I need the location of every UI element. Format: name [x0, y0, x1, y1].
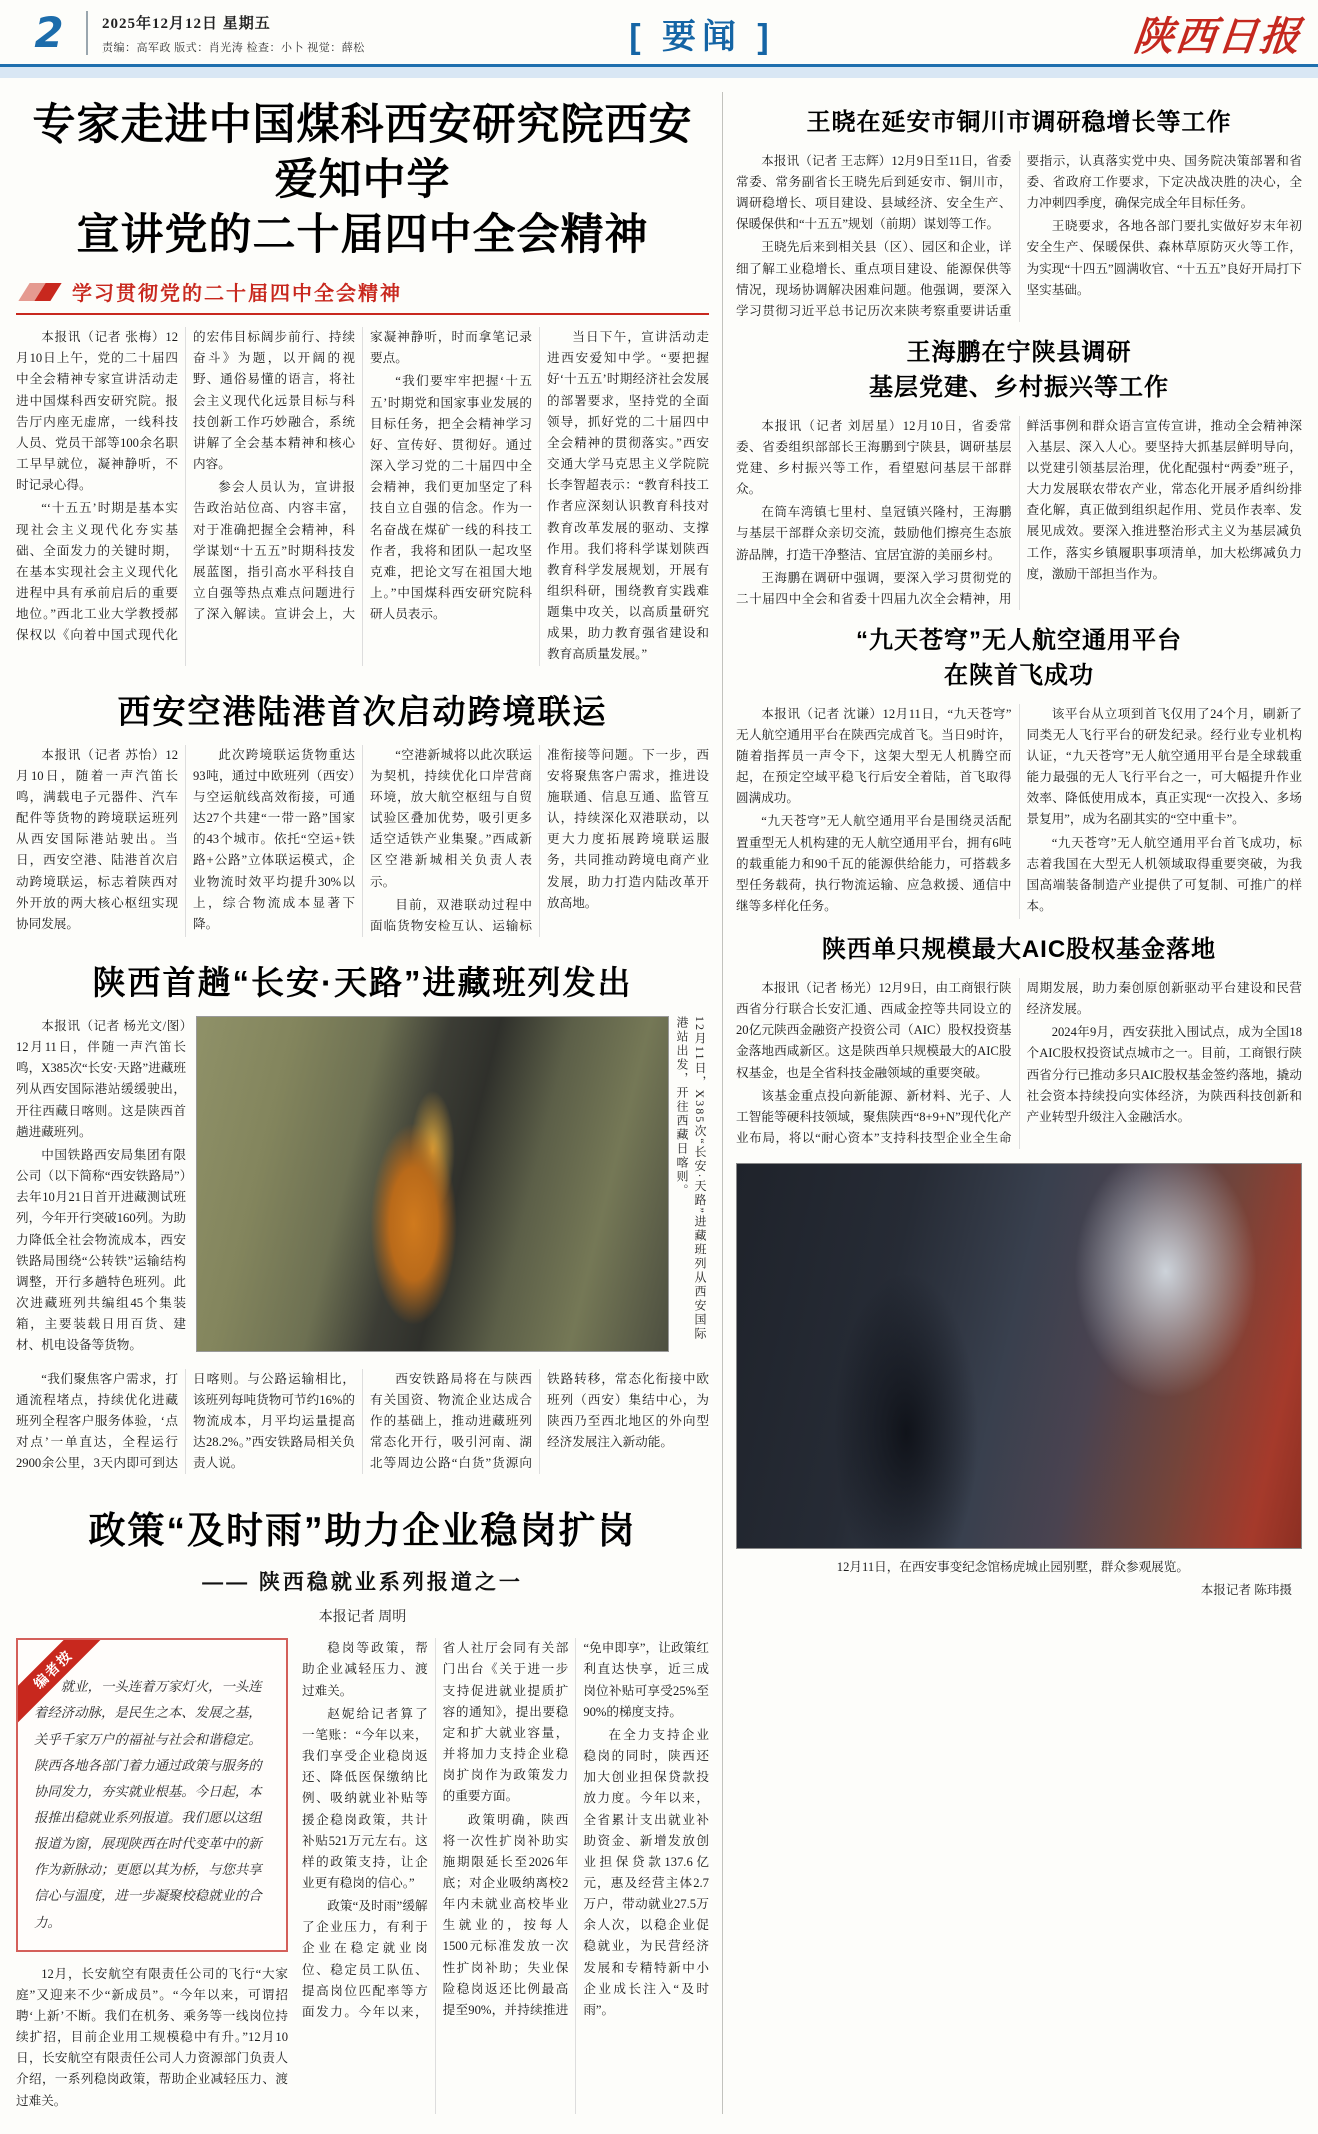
paragraph: 2024年9月，西安获批入围试点，成为全国18个AIC股权投资试点城市之一。目前，工商银行陕西省分行已推动多只AIC股权基金签约落地，撬动社会资本持续投向实体经济，为陕西科技创新和产业转型升级注入金融活水。 — [1026, 1025, 1302, 1124]
paragraph: 参会人员认为，宣讲报告政治站位高、内容丰富，对于准确把握全会精神，科学谋划“十五五”时期科技发展蓝图，指引高水平科技自立自强等热点难点问题进行了深入解读。宣讲会上，大家凝神静听，时而拿笔记录要点。 — [193, 330, 532, 622]
kicker-label: 学习贯彻党的二十届四中全会精神 — [72, 283, 402, 306]
ribbon-corner — [18, 1640, 104, 1726]
kicker-banner — [16, 277, 709, 315]
main-article-body — [16, 327, 709, 666]
page-header — [0, 0, 1318, 64]
wanghaipeng-headline-line1: 王海鹏在宁陕县调研 — [906, 339, 1132, 367]
paragraph: 稳岗等政策，帮助企业减轻压力、渡过难关。 — [302, 1641, 428, 1698]
article-jiutian — [736, 624, 1302, 919]
tianlu-body — [16, 1369, 709, 1475]
header-band — [0, 67, 1318, 78]
paragraph: 政策“及时雨”缓解了企业压力，有利于企业在稳定就业岗位、稳定员工队伍、提高岗位匹配率等方面发力。今年以来，省人社厅会同有关部门出台《关于进一步支持促进就业提质扩容的通知》，提出要稳定和扩大就业容量，并将加力支持企业稳岗扩岗作为政策发力的重要方面。 — [302, 1641, 569, 2019]
paragraph: 本报讯（记者 杨光文/图）12月11日，伴随一声汽笛长鸣，X385次“长安·天路”进藏班列从西安国际港站缓缓驶出，开往西藏日喀则。这是陕西首趟进藏班列。 — [16, 1019, 186, 1139]
column-divider — [722, 92, 723, 2114]
paragraph: “空港新城将以此次联运为契机，持续优化口岸营商环境，放大航空枢纽与自贸试验区叠加优势，吸引更多适空适铁产业集聚。”西咸新区空港新城相关负责人表示。 — [370, 747, 532, 889]
jiutian-body — [736, 704, 1302, 920]
paragraph: 本报讯（记者 张梅）12月10日上午，党的二十届四中全会精神专家宣讲活动走进中国煤科西安研究院。报告厅内座无虚席，一线科技人员、党员干部等100余名职工早早就位，凝神静听，不时记录心得。 — [16, 330, 178, 493]
article-wangxiao — [736, 106, 1302, 322]
paragraph: 赵妮给记者算了一笔账：“今年以来，我们享受企业稳岗返还、降低医保缴纳比例、吸纳就业补贴等援企稳岗政策，共计补贴521万元左右。这样的政策支持，让企业更有稳岗的信心。” — [302, 1706, 428, 1890]
wanghaipeng-headline-line2: 基层党建、乡村振兴等工作 — [869, 373, 1169, 401]
jiutian-headline-line1: “九天苍穹”无人航空通用平台 — [856, 627, 1182, 655]
paragraph: “九天苍穹”无人航空通用平台首飞成功，标志着我国在大型无人机领域取得重要突破，为我国高端装备制造产业提供了可复制、可推广的样本。 — [1026, 835, 1302, 914]
paragraph: “我们聚焦客户需求，打通流程堵点，持续优化进藏班列全程客户服务体验，‘点对点’一单直达，全程运行2900余公里，3天内即可到达日喀则。与公路运输相比，该班列每吨货物可节约16%的物流成本，月平均运量提高达28.2%。”西安铁路局相关负责人说。 — [16, 1371, 355, 1471]
jiutian-headline-line2: 在陕首飞成功 — [944, 661, 1094, 689]
train-photo-caption: 12月11日，X385次“长安·天路”进藏班列从西安国际港站出发，开往西藏日喀则。 — [675, 1016, 707, 1341]
editor-credits: 责编：高军政 版式：肖光涛 检查：小卜 视觉：薛松 — [102, 41, 365, 54]
header-divider — [86, 11, 88, 55]
article-wanghaipeng — [736, 336, 1302, 610]
article-main — [16, 98, 709, 666]
paragraph: 本报讯（记者 沈谦）12月11日，“九天苍穹”无人航空通用平台在陕西完成首飞。当日9时许，随着指挥员一声令下，这架大型无人机腾空而起，在预定空域平稳飞行后安全着陆，首飞取得圆满成功。 — [736, 706, 1012, 806]
museum-photo-caption: 12月11日，在西安事变纪念馆杨虎城止园别墅，群众参观展览。 — [836, 1560, 1189, 1575]
wanghaipeng-headline — [736, 336, 1302, 406]
tianlu-headline: 陕西首趟“长安·天路”进藏班列发出 — [92, 964, 633, 1001]
article-konggang — [16, 686, 709, 937]
paragraph: 当日下午，宣讲活动走进西安爱知中学。“要把握好‘十五五’时期经济社会发展的部署要求，坚持党的全面领导，抓好党的二十届四中全会精神的贯彻落实。”西安交通大学马克思主义学院院长李智超表示：“教育科技工作者应深刻认识教育科技对教育改革发展的驱动、支撑作用。我们将科学谋划陕西教育科学发展规划，开展有组织科研，围绕教育实践难题集中攻关，以高质量研究成果，助力教育强省建设和教育高质量发展。” — [547, 330, 709, 662]
wangxiao-body — [736, 151, 1302, 322]
newspaper-masthead-logo: 陕西日报 — [1131, 12, 1305, 60]
article-aic — [736, 933, 1302, 1598]
paragraph: 西安铁路局将在与陕西有关国资、物流企业达成合作的基础上，推动进藏班列常态化开行，吸引河南、湖北等周边公路“白货”货源向铁路转移，常态化衔接中欧班列（西安）集结中心，为陕西乃至西北地区的外向型经济发展注入新动能。 — [370, 1371, 709, 1471]
policy-left-column — [16, 1638, 288, 2114]
paragraph: 12月，长安航空有限责任公司的飞行“大家庭”又迎来不少“新成员”。“今年以来，可谓招聘‘上新’不断。我们在机务、乘务等一线岗位持续扩招，目前企业用工规模稳中有升。”12月10日，长安航空有限责任公司人力资源部门负责人介绍，一系列稳岗政策，帮助企业减轻压力、渡过难关。 — [16, 1966, 288, 2108]
paragraph: 王晓要求，各地各部门要扎实做好岁末年初安全生产、保暖保供、森林草原防灭火等工作，为实现“十四五”圆满收官、“十五五”良好开局打下坚实基础。 — [1026, 219, 1302, 297]
left-column — [16, 92, 709, 2114]
aic-headline: 陕西单只规模最大AIC股权基金落地 — [821, 936, 1217, 964]
paragraph: 本报讯（记者 王志辉）12月9日至11日，省委常委、常务副省长王晓先后到延安市、铜川市，调研稳增长、项目建设、县域经济、安全生产、保暖保供和“十五五”规划（前期）谋划等工作。 — [736, 153, 1012, 232]
museum-photo — [736, 1163, 1302, 1549]
jiutian-headline — [736, 624, 1302, 694]
paragraph: “九天苍穹”无人航空通用平台是围绕灵活配置重型无人机构建的无人航空通用平台，拥有6吨的载重能力和90千瓦的能源供给能力，可搭载多型任务载荷，执行物流运输、应急救援、通信中继等多样化任务。 — [736, 814, 1012, 914]
main-headline-line1: 专家走进中国煤科西安研究院西安爱知中学 — [32, 101, 693, 205]
wangxiao-headline: 王晓在延安市铜川市调研稳增长等工作 — [806, 109, 1232, 136]
article-policy — [16, 1500, 709, 2114]
paragraph: 本报讯（记者 苏怡）12月10日，随着一声汽笛长鸣，满载电子元器件、汽车配件等货物的跨境联运班列从西安国际港站驶出。当日，西安空港、陆港首次启动跨境联运，标志着陕西对外开放的两大核心枢纽实现协同发展。 — [16, 747, 178, 931]
paragraph: “‘十五五’时期是基本实现社会主义现代化夯实基础、全面发力的关键时期，在基本实现社会主义现代化进程中具有承前启后的重要地位。”西北工业大学教授郝保权以《向着中国式现代化的宏伟目标阔步前行、持续奋斗》为题，以开阔的视野、通俗易懂的语言，将社会主义现代化远景目标与科技创新工作巧妙融合，系统讲解了全会基本精神和核心内容。 — [16, 330, 355, 643]
paragraph: 本报讯（记者 刘居星）12月10日，省委常委、省委组织部部长王海鹏到宁陕县，调研基层党建、乡村振兴等工作，看望慰问基层干部群众。 — [736, 418, 1012, 497]
main-headline-line2: 宣讲党的二十届四中全会精神 — [76, 211, 649, 260]
tianlu-lead-column — [16, 1016, 186, 1359]
konggang-headline: 西安空港陆港首次启动跨境联运 — [117, 692, 608, 730]
paragraph: 王海鹏在调研中强调，要深入学习贯彻党的二十届四中全会和省委十四届九次全会精神，用鲜活事例和群众语言宣传宣讲，推动全会精神深入基层、深入人心。要坚持大抓基层鲜明导向，以党建引领基层治理，优化配强村“两委”班子，大力发展联农带农产业，常态化开展矛盾纠纷排查化解，真正做到组织起作用、党员作表率、发展见成效。要深入推进整治形式主义为基层减负工作，落实乡镇履职事项清单，加大松绑减负力度，激励干部担当作为。 — [736, 418, 1302, 606]
editor-note-text: 就业，一头连着万家灯火，一头连着经济动脉，是民生之本、发展之基，关乎千家万户的福祉与社会和谐稳定。陕西各地各部门着力通过政策与服务的协同发力，夯实就业根基。今日起，本报推出稳就业系列报道。我们愿以这组报道为窗，展现陕西在时代变革中的新作为新脉动；更愿以其为桥，与您共享信心与温度，进一步凝聚校稳就业的合力。 — [34, 1679, 262, 1930]
paragraph: “我们要牢牢把握‘十五五’时期党和国家事业发展的目标任务，把全会精神学习好、宣传好、贯彻好。通过深入学习党的二十届四中全会精神，我们更加坚定了科技自立自强的信念。作为一名奋战在煤矿一线的科技工作者，我将和团队一起攻坚克难，把论文写在祖国大地上。”中国煤科西安研究院科研人员表示。 — [370, 374, 532, 622]
policy-body — [302, 1638, 709, 2114]
paragraph: 在筒车湾镇七里村、皇冠镇兴隆村，王海鹏与基层干部群众亲切交流，鼓励他们擦亮生态旅游品牌，打造干净整洁、宜居宜游的美丽乡村。 — [736, 505, 1012, 562]
paragraph: 政策明确，陕西将一次性扩岗补助实施期限延长至2026年底；对企业吸纳离校2年内未就业高校毕业生就业的，按每人1500元标准发放一次性扩岗补助；失业保险稳岗返还比例最高提至90%，并持续推进“免申即享”，让政策红利直达快享，近三成岗位补贴可享受25%至90%的梯度支持。 — [442, 1641, 709, 2017]
date-block — [102, 12, 402, 55]
page-content — [0, 78, 1318, 2134]
policy-headline: 政策“及时雨”助力企业稳岗扩岗 — [88, 1510, 637, 1552]
tianlu-photo-row — [16, 1016, 709, 1359]
train-photo — [196, 1016, 669, 1352]
section-title: [ 要闻 ] — [629, 17, 775, 56]
policy-subtitle: —— 陕西稳就业系列报道之一 — [202, 1571, 523, 1595]
paragraph: 该平台从立项到首飞仅用了24个月，刷新了同类无人飞行平台的研发纪录。经行业专业机构认证，“九天苍穹”无人航空通用平台是全球载重能力最强的无人飞行平台之一，可大幅提升作业效率、降低使用成本，真正实现“一次投入、多场景复用”，成为名副其实的“空中重卡”。 — [1026, 706, 1302, 827]
paragraph: 在全力支持企业稳岗的同时，陕西还加大创业担保贷款投放力度。今年以来，全省累计支出就业补助资金、新增发放创业担保贷款137.6亿元，惠及经营主体2.7万户，带动就业27.5万余人次，以稳企业促稳就业，为民营经济发展和专精特新中小企业成长注入“及时雨”。 — [583, 1727, 709, 2017]
paragraph: 目前，双港联动过程中面临货物安检互认、运输标准衔接等问题。下一步，西安将聚焦客户需求，推进设施联通、信息互通、监管互认，持续深化双港联动，以更大力度拓展跨境联运服务，共同推动跨境电商产业发展，助力打造内陆改革开放高地。 — [370, 747, 709, 933]
paragraph: 此次跨境联运货物重达93吨，通过中欧班列（西安）与空运航线高效衔接，可通达27个共建“一带一路”国家的43个城市。依托“空运+铁路+公路”立体联运模式，企业物流时效平均提升30%以上，综合物流成本显著下降。 — [193, 747, 355, 931]
editor-note-ribbon: 编者按 — [18, 1640, 104, 1724]
wanghaipeng-body — [736, 416, 1302, 610]
policy-layout — [16, 1638, 709, 2114]
policy-byline: 本报记者 周明 — [318, 1610, 407, 1626]
page-number: 2 — [34, 8, 64, 57]
museum-photo-credit: 本报记者 陈玮摄 — [1200, 1583, 1292, 1598]
right-column — [736, 92, 1302, 2114]
paragraph: 本报讯（记者 杨光）12月9日，由工商银行陕西省分行联合长安汇通、西咸金控等共同设立的20亿元陕西金融资产投资公司（AIC）股权投资基金落地西咸新区。这是陕西单只规模最大的AIC股权基金，也是全省科技金融领域的重要突破。 — [736, 981, 1012, 1080]
paragraph: 王晓先后来到相关县（区）、园区和企业，详细了解工业稳增长、重点项目建设、能源保供等情况，现场协调解决困难问题。他强调，要深入学习贯彻习近平总书记历次来陕考察重要讲话重要指示，认真落实党中央、国务院决策部署和省委、省政府工作要求，下定决战决胜的决心，全力冲刺四季度，确保完成全年目标任务。 — [736, 153, 1302, 318]
konggang-body — [16, 745, 709, 937]
date-text: 2025年12月12日 星期五 — [102, 15, 271, 32]
editor-note-box — [16, 1638, 288, 1951]
main-headline — [16, 98, 709, 263]
article-tianlu — [16, 957, 709, 1474]
paragraph: 该基金重点投向新能源、新材料、光子、人工智能等硬科技领域，聚焦陕西“8+9+N”现代化产业布局，将以“耐心资本”支持科技型企业全生命周期发展，助力秦创原创新驱动平台建设和民营经济发展。 — [736, 981, 1302, 1146]
paragraph: 中国铁路西安局集团有限公司（以下简称“西安铁路局”）去年10月21日首开进藏测试班列，今年开行突破160列。为助力降低全社会物流成本，西安铁路局围绕“公转铁”运输结构调整，开行多趟特色班列。此次进藏班列共编组45个集装箱，主要装载日用百货、建材、机电设备等货物。 — [16, 1147, 187, 1353]
policy-column1-text — [16, 1964, 288, 2112]
aic-body — [736, 978, 1302, 1149]
